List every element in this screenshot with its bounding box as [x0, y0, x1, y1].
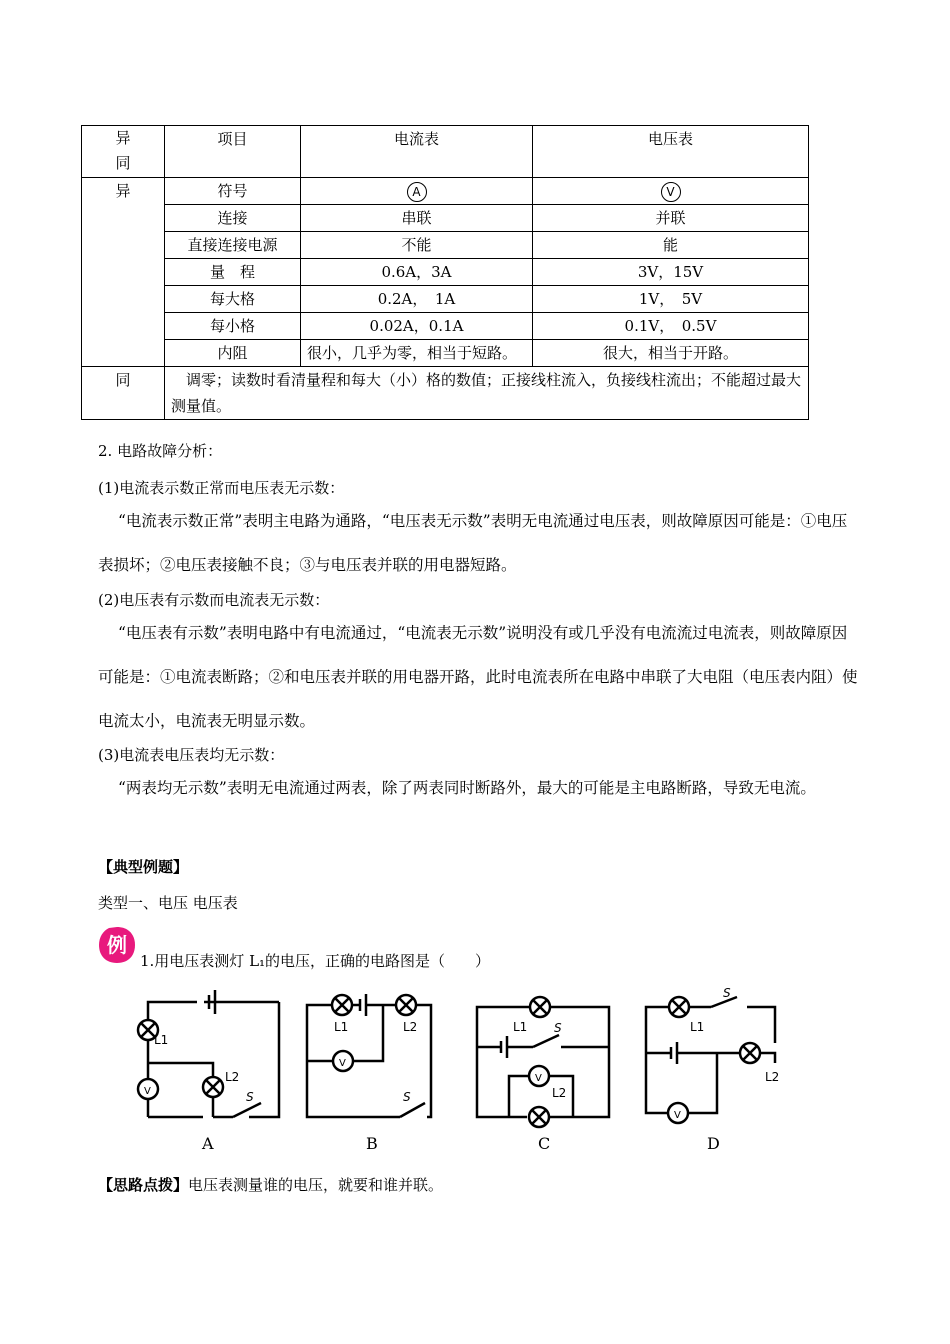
- circuit-b: [307, 994, 431, 1117]
- option-b-label: B: [366, 1134, 378, 1153]
- table-row: [82, 178, 809, 205]
- hint-text: 电压表测量谁的电压，就要和谁并联。: [188, 1176, 444, 1194]
- label-l1: L1: [690, 1020, 705, 1034]
- case-3-text: “两表均无示数”表明无电流通过两表，除了两表同时断路外，最大的可能是主电路断路，导致无电流。: [118, 779, 816, 797]
- circuit-a: [138, 990, 279, 1117]
- row-item: 符号: [165, 178, 301, 205]
- comparison-table: [81, 125, 809, 420]
- option-labels: [201, 1134, 720, 1153]
- table-row: [82, 205, 809, 232]
- voltmeter-symbol-icon: V: [661, 182, 681, 202]
- section-title: 2. 电路故障分析：: [98, 442, 223, 460]
- badge-text: 例: [107, 933, 127, 957]
- header-item-cell: 项目: [165, 126, 301, 178]
- label-l2: L2: [403, 1020, 418, 1034]
- ammeter-symbol-icon: A: [407, 182, 427, 202]
- row-ammeter: 0.2A， 1A: [301, 286, 533, 313]
- same-label-cell: 同: [82, 367, 165, 420]
- table-row: [82, 367, 809, 420]
- row-ammeter: 很小，几乎为零，相当于短路。: [301, 340, 533, 367]
- row-ammeter: 0.6A，3A: [301, 259, 533, 286]
- label-switch: S: [554, 1021, 562, 1035]
- diff-label-cell: 异: [82, 178, 165, 367]
- row-ammeter: 0.02A，0.1A: [301, 313, 533, 340]
- example-badge-icon: [97, 925, 137, 965]
- voltmeter-icon: V: [535, 1073, 542, 1084]
- label-switch: S: [246, 1090, 254, 1104]
- row-voltmeter: 并联: [533, 205, 809, 232]
- row-ammeter: 不能: [301, 232, 533, 259]
- row-voltmeter: [533, 178, 809, 205]
- label-switch: S: [403, 1090, 411, 1104]
- table-row: [82, 313, 809, 340]
- case-1-text: “电流表示数正常”表明主电路为通路，“电压表无示数”表明无电流通过电压表，则故障原因可能是：①电压表损坏；②电压表接触不良；③与电压表并联的用电器短路。: [98, 512, 848, 574]
- row-item: 直接连接电源: [165, 232, 301, 259]
- option-a-label: A: [202, 1134, 214, 1153]
- row-item: 每大格: [165, 286, 301, 313]
- label-l1: L1: [334, 1020, 349, 1034]
- table-row: [82, 340, 809, 367]
- label-l2: L2: [765, 1070, 780, 1084]
- question-1: 1.用电压表测灯 L₁的电压，正确的电路图是（ ）: [140, 952, 491, 970]
- voltmeter-icon: V: [144, 1086, 151, 1097]
- row-voltmeter: 很大，相当于开路。: [533, 340, 809, 367]
- voltmeter-icon: V: [674, 1110, 681, 1121]
- label-l1: L1: [513, 1020, 528, 1034]
- examples-heading: 【典型例题】: [98, 858, 189, 876]
- header-group-cell: 异 同: [82, 126, 165, 178]
- voltmeter-icon: V: [339, 1058, 346, 1069]
- type-heading: 类型一、电压 电压表: [98, 894, 238, 912]
- header-ammeter-cell: 电流表: [301, 126, 533, 178]
- option-c-label: C: [538, 1134, 551, 1153]
- row-voltmeter: 0.1V， 0.5V: [533, 313, 809, 340]
- row-voltmeter: 能: [533, 232, 809, 259]
- hint-label: 【思路点拨】: [98, 1176, 189, 1194]
- row-ammeter: [301, 178, 533, 205]
- case-3-title: (3)电流表电压表均无示数：: [98, 746, 285, 764]
- case-1-title: (1)电流表示数正常而电压表无示数：: [98, 479, 345, 497]
- row-item: 量 程: [165, 259, 301, 286]
- circuit-diagrams: [125, 985, 805, 1155]
- row-voltmeter: 1V， 5V: [533, 286, 809, 313]
- circuit-d: [646, 997, 775, 1123]
- case-2-title: (2)电压表有示数而电流表无示数：: [98, 591, 330, 609]
- label-l1: L1: [154, 1033, 169, 1047]
- label-switch: S: [723, 986, 731, 1000]
- table-row: [82, 286, 809, 313]
- row-voltmeter: 3V，15V: [533, 259, 809, 286]
- table-header-row: [82, 126, 809, 178]
- circuit-c: [477, 997, 609, 1127]
- header-voltmeter-cell: 电压表: [533, 126, 809, 178]
- row-item: 内阻: [165, 340, 301, 367]
- row-item: 连接: [165, 205, 301, 232]
- case-2-text: “电压表有示数”表明电路中有电流通过，“电流表无示数”说明没有或几乎没有电流流过电流表，则故障原因可能是：①电流表断路；②和电压表并联的用电器开路，此时电流表所在电路中串联了大电阻（电压表内阻）使电流太小，电流表无明显示数。: [98, 624, 858, 730]
- table-row: [82, 232, 809, 259]
- option-d-label: D: [707, 1134, 720, 1153]
- table-row: [82, 259, 809, 286]
- row-item: 每小格: [165, 313, 301, 340]
- hint-line: [98, 1174, 443, 1195]
- label-l2: L2: [552, 1086, 567, 1100]
- label-l2: L2: [225, 1070, 240, 1084]
- row-ammeter: 串联: [301, 205, 533, 232]
- same-text-cell: 调零；读数时看清量程和每大（小）格的数值；正接线柱流入，负接线柱流出；不能超过最大测量值。: [165, 367, 809, 420]
